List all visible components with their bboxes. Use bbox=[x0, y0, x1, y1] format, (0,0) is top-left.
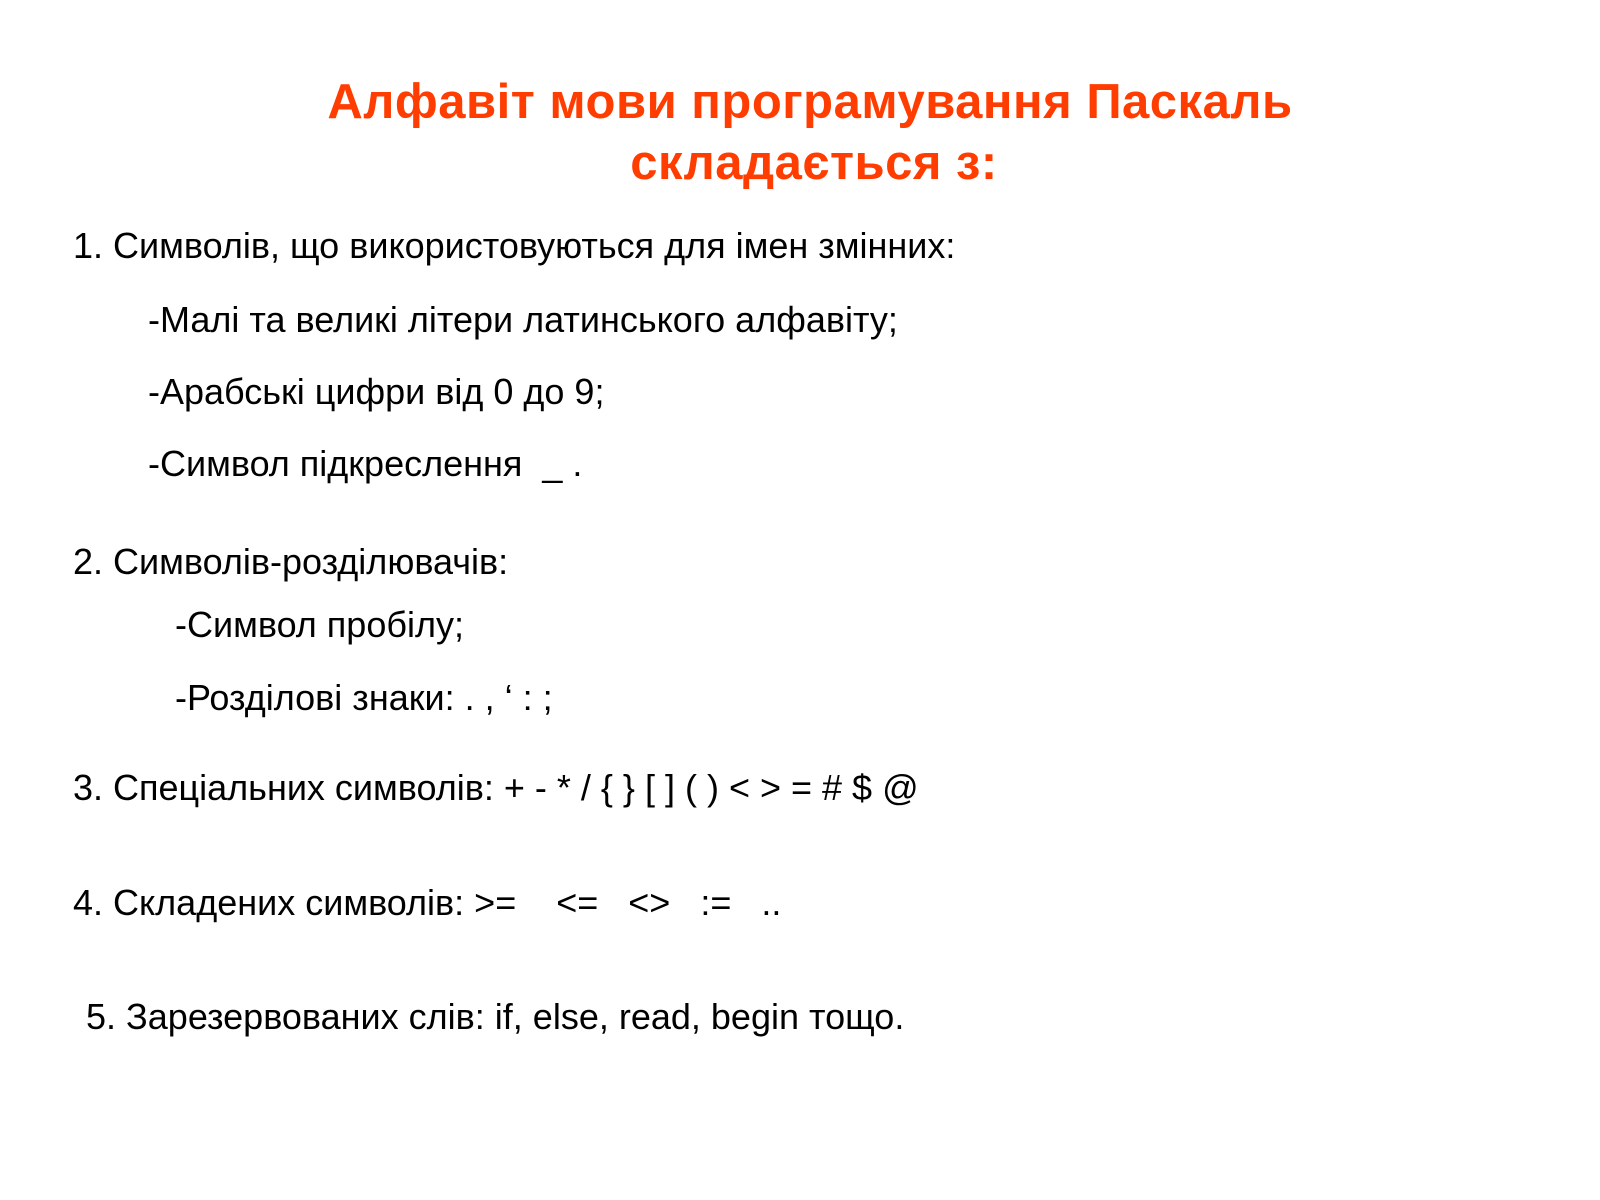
list-subitem-1-2: -Арабські цифри від 0 до 9; bbox=[148, 371, 605, 412]
list-item-4: 4. Складених символів: >= <= <> := .. bbox=[73, 882, 782, 923]
list-subitem-2-1: -Символ пробілу; bbox=[175, 604, 464, 645]
list-item-5: 5. Зарезервованих слів: if, else, read, begin тощо. bbox=[86, 996, 905, 1037]
list-item-1: 1. Символів, що використовуються для імен змінних: bbox=[73, 225, 956, 266]
list-subitem-1-1: -Малі та великі літери латинського алфавіту; bbox=[148, 299, 898, 340]
list-item-2: 2. Символів-розділювачів: bbox=[73, 541, 509, 582]
slide-title-line-2: складається з: bbox=[630, 136, 998, 190]
slide-title-line-1: Алфавіт мови програмування Паскаль bbox=[327, 75, 1293, 129]
list-subitem-1-3: -Символ підкреслення _ . bbox=[148, 443, 583, 484]
list-item-3: 3. Спеціальних символів: + - * / { } [ ] ( ) < > = # $ @ bbox=[73, 767, 919, 808]
list-subitem-2-2: -Розділові знаки: . , ‘ : ; bbox=[175, 677, 553, 718]
